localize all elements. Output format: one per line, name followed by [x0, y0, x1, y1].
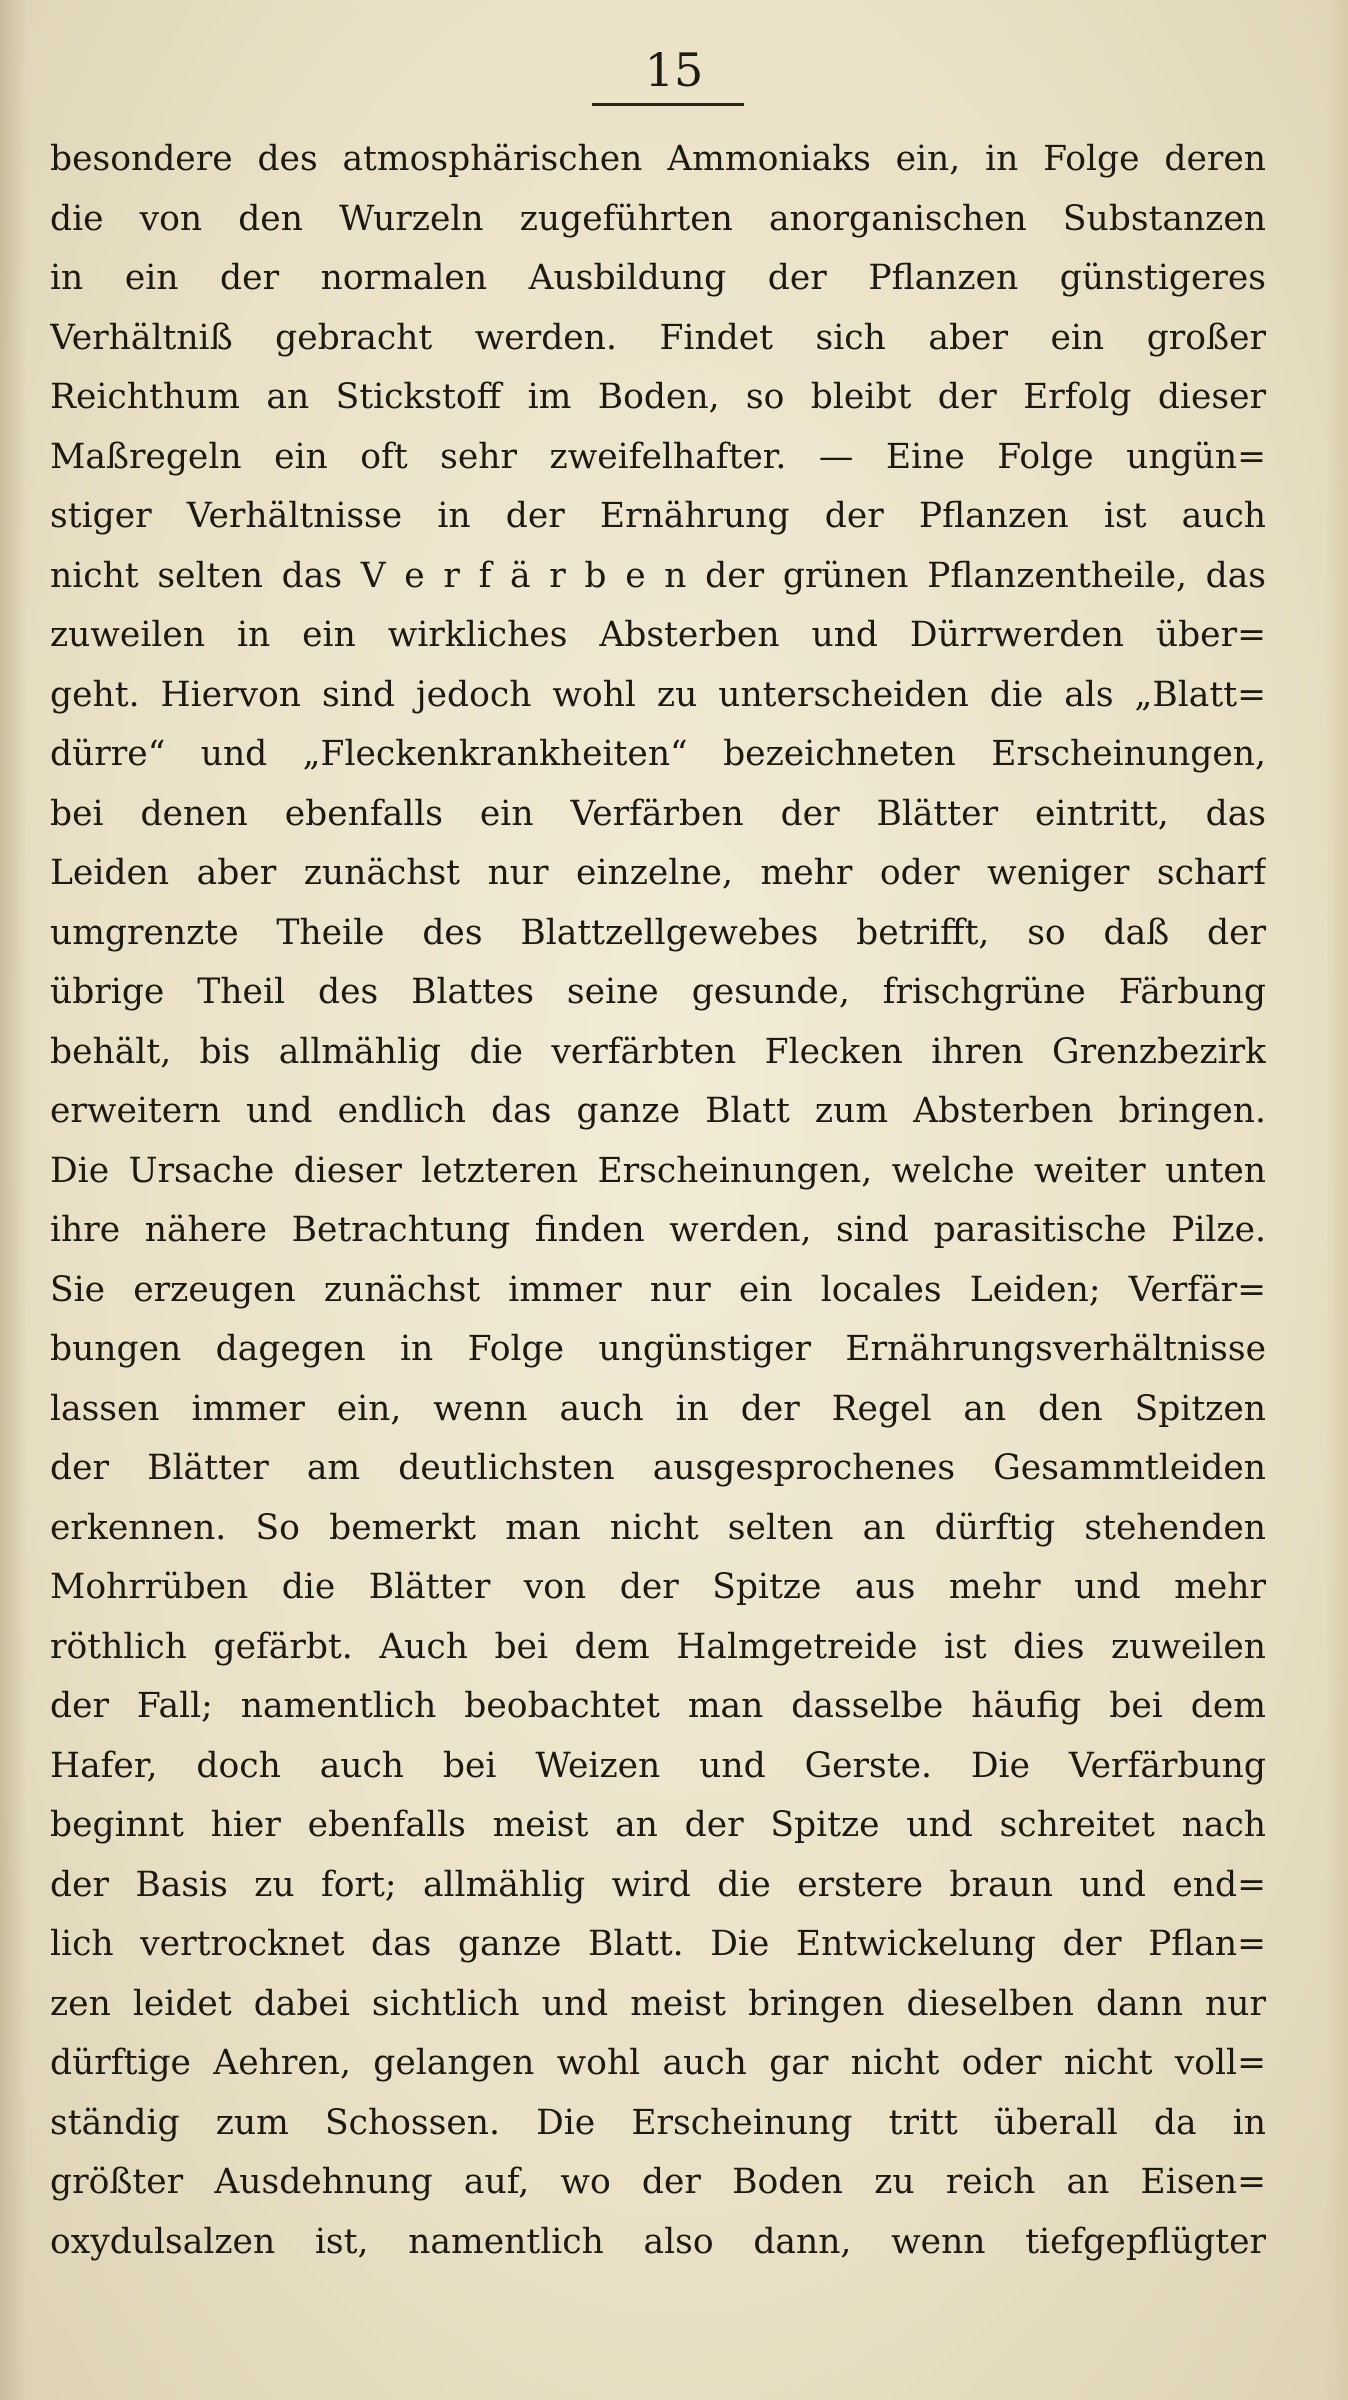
text-line: Verhältniß gebracht werden. Findet sich aber ein großer: [50, 317, 1266, 358]
text-line: der Blätter am deutlichsten ausgesprochenes Gesammtleiden: [50, 1448, 1266, 1488]
text-line: zuweilen in ein wirkliches Absterben und Dürrwerden über=: [50, 615, 1266, 655]
text-line: lich vertrocknet das ganze Blatt. Die Entwickelung der Pflan=: [50, 1924, 1266, 1964]
text-line: Die Ursache dieser letzteren Erscheinungen, welche weiter unten: [50, 1150, 1266, 1191]
text-line: zen leidet dabei sichtlich und meist bringen dieselben dann nur: [50, 1983, 1266, 2024]
text-line: stiger Verhältnisse in der Ernährung der Pflanzen ist auch: [50, 496, 1266, 536]
text-line: Hafer, doch auch bei Weizen und Gerste. Die Verfärbung: [50, 1745, 1266, 1786]
text-line: die von den Wurzeln zugeführten anorganischen Substanzen: [50, 198, 1266, 239]
text-line: erweitern und endlich das ganze Blatt zum Absterben bringen.: [50, 1091, 1266, 1131]
header-rule: [592, 103, 744, 106]
page-number: 15: [644, 43, 704, 97]
text-line: beginnt hier ebenfalls meist an der Spitze und schreitet nach: [50, 1805, 1266, 1845]
text-line: Maßregeln ein oft sehr zweifelhafter. — Eine Folge ungün=: [50, 436, 1266, 477]
text-line: nicht selten das V e r f ä r b e n der grünen Pflanzentheile, das: [50, 555, 1266, 596]
text-line: Mohrrüben die Blätter von der Spitze aus mehr und mehr: [50, 1567, 1266, 1607]
text-line: behält, bis allmählig die verfärbten Flecken ihren Grenzbezirk: [50, 1031, 1266, 1072]
text-line: dürftige Aehren, gelangen wohl auch gar nicht oder nicht voll=: [50, 2043, 1266, 2083]
text-line: übrige Theil des Blattes seine gesunde, frischgrüne Färbung: [50, 972, 1266, 1012]
text-line: Reichthum an Stickstoff im Boden, so bleibt der Erfolg dieser: [50, 377, 1266, 417]
text-line: Leiden aber zunächst nur einzelne, mehr oder weniger scharf: [50, 853, 1266, 893]
text-line: bei denen ebenfalls ein Verfärben der Blätter eintritt, das: [50, 793, 1266, 834]
text-line: erkennen. So bemerkt man nicht selten an dürftig stehenden: [50, 1507, 1266, 1548]
text-line: in ein der normalen Ausbildung der Pflanzen günstigeres: [50, 258, 1266, 298]
text-line: geht. Hiervon sind jedoch wohl zu unterscheiden die als „Blatt=: [50, 674, 1266, 715]
text-line: Sie erzeugen zunächst immer nur ein locales Leiden; Verfär=: [50, 1269, 1266, 1310]
text-line: ihre nähere Betrachtung finden werden, sind parasitische Pilze.: [50, 1210, 1266, 1250]
text-line: dürre“ und „Fleckenkrankheiten“ bezeichneten Erscheinungen,: [50, 734, 1266, 774]
text-line: besondere des atmosphärischen Ammoniaks ein, in Folge deren: [50, 139, 1266, 179]
body-text: [50, 130, 1266, 2272]
text-line: lassen immer ein, wenn auch in der Regel an den Spitzen: [50, 1388, 1266, 1429]
text-line: bungen dagegen in Folge ungünstiger Ernährungsverhältnisse: [50, 1329, 1266, 1369]
text-line: oxydulsalzen ist, namentlich also dann, wenn tiefgepflügter: [50, 2221, 1266, 2262]
page-gutter-shadow: [0, 0, 28, 2400]
text-line: der Basis zu fort; allmählig wird die erstere braun und end=: [50, 1864, 1266, 1905]
text-line: umgrenzte Theile des Blattzellgewebes betrifft, so daß der: [50, 912, 1266, 953]
text-line: der Fall; namentlich beobachtet man dasselbe häufig bei dem: [50, 1686, 1266, 1726]
text-line: ständig zum Schossen. Die Erscheinung tritt überall da in: [50, 2102, 1266, 2143]
page-edge-shadow: [1326, 0, 1348, 2400]
text-line: größter Ausdehnung auf, wo der Boden zu reich an Eisen=: [50, 2162, 1266, 2202]
text-line: röthlich gefärbt. Auch bei dem Halmgetreide ist dies zuweilen: [50, 1626, 1266, 1667]
